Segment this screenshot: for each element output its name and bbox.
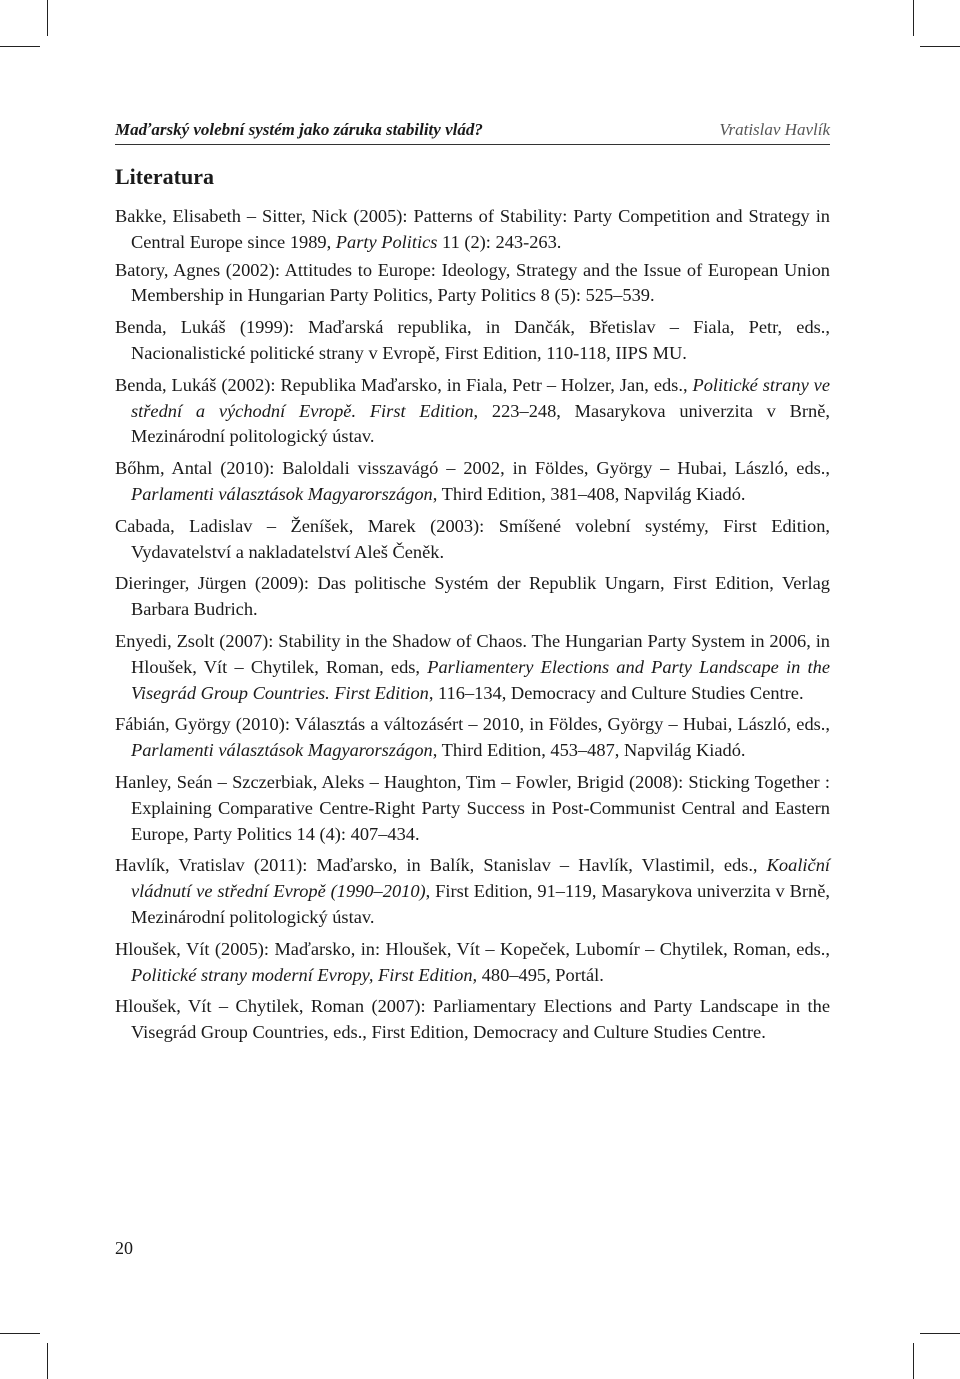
reference-item: Bakke, Elisabeth – Sitter, Nick (2005): Patterns of Stability: Party Competition and Strategy in Central Europe since 1989, Party Politics 11 (2): 243-263. (115, 206, 830, 252)
reference-item: Bőhm, Antal (2010): Baloldali visszavágó – 2002, in Földes, György – Hubai, László, eds., Parlamenti választások Magyarországon, Third Edition, 381–408, Napvilág Kiadó. (115, 458, 830, 504)
page-number: 20 (115, 1238, 133, 1258)
reference-item: Havlík, Vratislav (2011): Maďarsko, in Balík, Stanislav – Havlík, Vlastimil, eds., Koaliční vládnutí ve střední Evropě (1990–2010), First Edition, 91–119, Masarykova univerzita v Brně, Mezinárodní politologický ústav. (115, 855, 830, 927)
reference-item: Cabada, Ladislav – Ženíšek, Marek (2003): Smíšené volební systémy, First Edition, Vydavatelství a nakladatelství Aleš Čeněk. (115, 515, 830, 562)
header-title: Maďarský volební systém jako záruka stability vlád? (115, 120, 483, 139)
reference-item: Hloušek, Vít (2005): Maďarsko, in: Hloušek, Vít – Kopeček, Lubomír – Chytilek, Roman, eds., Politické strany moderní Evropy, First Edition, 480–495, Portál. (115, 938, 830, 985)
crop-mark-left-bottom (0, 1333, 40, 1334)
reference-item: Enyedi, Zsolt (2007): Stability in the Shadow of Chaos. The Hungarian Party System in 2006, in Hloušek, Vít – Chytilek, Roman, eds, Parliamentery Elections and Party Landscape in the Visegrád Group Countries. First Edition, 116–134, Democracy and Culture Studies Centre. (115, 630, 830, 703)
crop-mark-right-bottom (920, 1333, 960, 1334)
section-title: Literatura (115, 164, 214, 189)
crop-mark-top-left (47, 0, 48, 36)
reference-item: Fábián, György (2010): Választás a változásért – 2010, in Földes, György – Hubai, László, eds., Parlamenti választások Magyarországon, Third Edition, 453–487, Napvilág Kiadó. (115, 714, 830, 761)
running-header (115, 118, 830, 145)
crop-mark-bottom-left (47, 1343, 48, 1379)
crop-mark-bottom-right (913, 1343, 914, 1379)
reference-item: Batory, Agnes (2002): Attitudes to Europe: Ideology, Strategy and the Issue of European Union Membership in Hungarian Party Politics, Party Politics 8 (5): 525–539. (115, 259, 830, 306)
header-author: Vratislav Havlík (719, 120, 830, 139)
reference-item: Hloušek, Vít – Chytilek, Roman (2007): Parliamentary Elections and Party Landscape in the Visegrád Group Countries, eds., First Edition, Democracy and Culture Studies Centre. (115, 996, 830, 1043)
reference-item: Benda, Lukáš (1999): Maďarská republika, in Dančák, Břetislav – Fiala, Petr, eds., Nacionalistické politické strany v Evropě, First Edition, 110-118, IIPS MU. (115, 317, 830, 363)
reference-item: Benda, Lukáš (2002): Republika Maďarsko, in Fiala, Petr – Holzer, Jan, eds., Politické strany ve střední a východní Evropě. First Edition, 223–248, Masarykova univerzita v Brně, Mezinárodní politologický ústav. (115, 374, 830, 447)
reference-item: Hanley, Seán – Szczerbiak, Aleks – Haughton, Tim – Fowler, Brigid (2008): Sticking Together : Explaining Comparative Centre-Right Party Success in Post-Communist Central and Eastern Europe, Party Politics 14 (4): 407–434. (115, 771, 830, 844)
reference-item: Dieringer, Jürgen (2009): Das politische Systém der Republik Ungarn, First Edition, Verlag Barbara Budrich. (115, 573, 830, 620)
crop-mark-right-top (920, 46, 960, 47)
crop-mark-left-top (0, 46, 40, 47)
reference-list (115, 204, 830, 1052)
crop-mark-top-right (913, 0, 914, 36)
